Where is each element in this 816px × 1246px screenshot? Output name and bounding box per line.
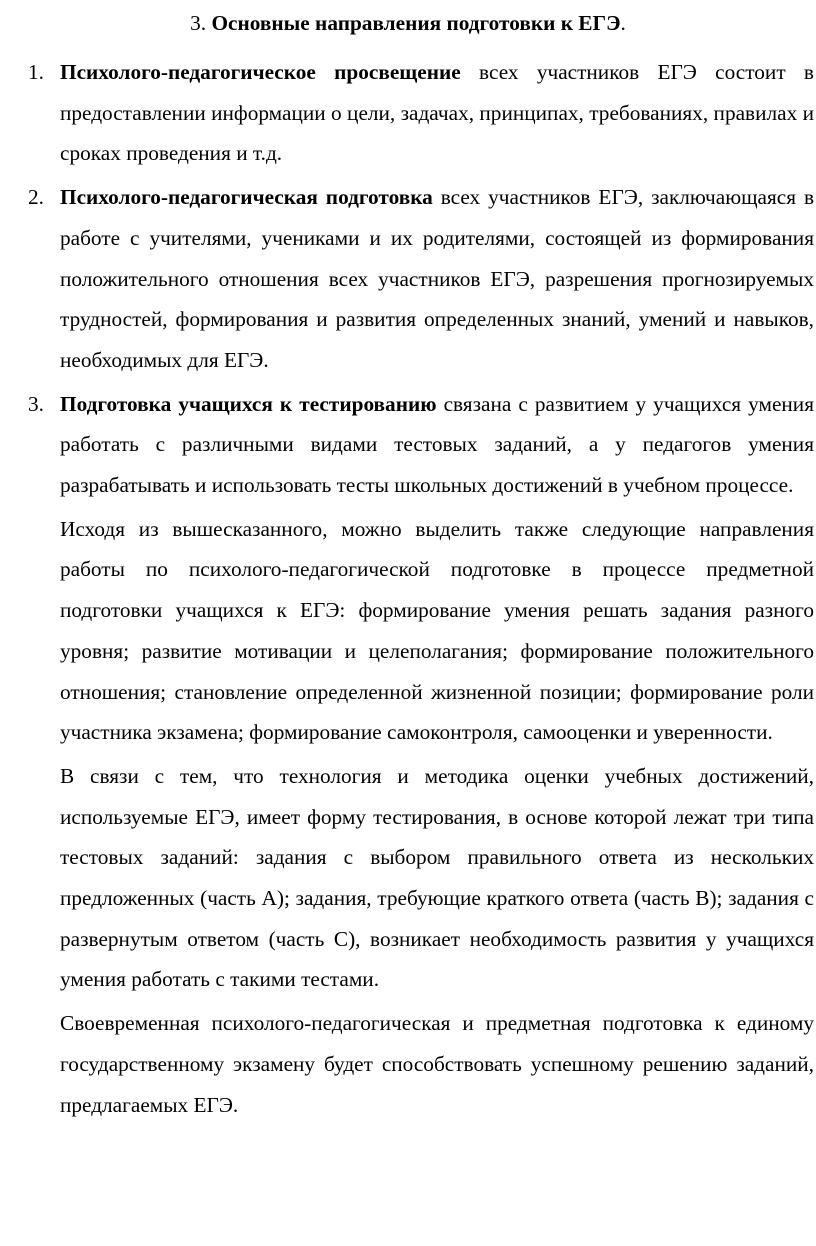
list-item (28, 52, 814, 174)
section-title-period: . (620, 11, 626, 35)
list-item-number: 2. (28, 185, 44, 210)
section-title: Основные направления подготовки к ЕГЭ (211, 11, 621, 35)
list-item-number: 1. (28, 60, 44, 84)
list-item-term: Психолого-педагогическое просвещение (60, 60, 461, 84)
section-number: 3. (190, 11, 207, 35)
list-item-text: связана с развитием у учащихся умения работать с различными видами тестовых заданий, а у педагогов умения разрабатывать и использовать тесты школьных достижений в учебном процессе. (60, 391, 814, 498)
list-item (28, 384, 814, 506)
list-item-number: 3. (28, 391, 44, 416)
list-item-term: Подготовка учащихся к тестированию (60, 391, 437, 416)
list-item (28, 177, 814, 381)
list-item-term: Психолого-педагогическая подготовка (60, 185, 433, 210)
list-item-text: всех участников ЕГЭ, заключающаяся в работе с учителями, учениками и их родителями, состоящей из формирования положительного отношения всех участников ЕГЭ, разрешения прогнозируемых трудностей, формирования и развития определенных знаний, умений и навыков, необходимых для ЕГЭ. (60, 185, 814, 372)
section-heading (0, 3, 816, 43)
body-paragraph: Своевременная психолого-педагогическая и предметная подготовка к единому государственному экзамену будет способствовать успешному решению заданий, предлагаемых ЕГЭ. (60, 1011, 814, 1117)
directions-list (28, 52, 814, 1125)
body-paragraph: Исходя из вышесказанного, можно выделить также следующие направления работы по психолого-педагогической подготовке в процессе предметной подготовки учащихся к ЕГЭ: формирование умения решать задания разного уровня; развитие мотивации и целеполагания; формирование положительного отношения; становление определенной жизненной позиции; формирование роли участника экзамена; формирование самоконтроля, самооценки и уверенности. (60, 516, 814, 745)
list-item-text: всех участников ЕГЭ состоит в предоставлении информации о цели, задачах, принципах, требованиях, правилах и сроках проведения и т.д. (60, 60, 814, 166)
body-paragraph: В связи с тем, что технология и методика оценки учебных достижений, используемые ЕГЭ, имеет форму тестирования, в основе которой лежат три типа тестовых заданий: задания с выбором правильного ответа из нескольких предложенных (часть А); задания, требующие краткого ответа (часть В); задания с развернутым ответом (часть С), возникает необходимость развития у учащихся умения работать с такими тестами. (60, 763, 814, 992)
